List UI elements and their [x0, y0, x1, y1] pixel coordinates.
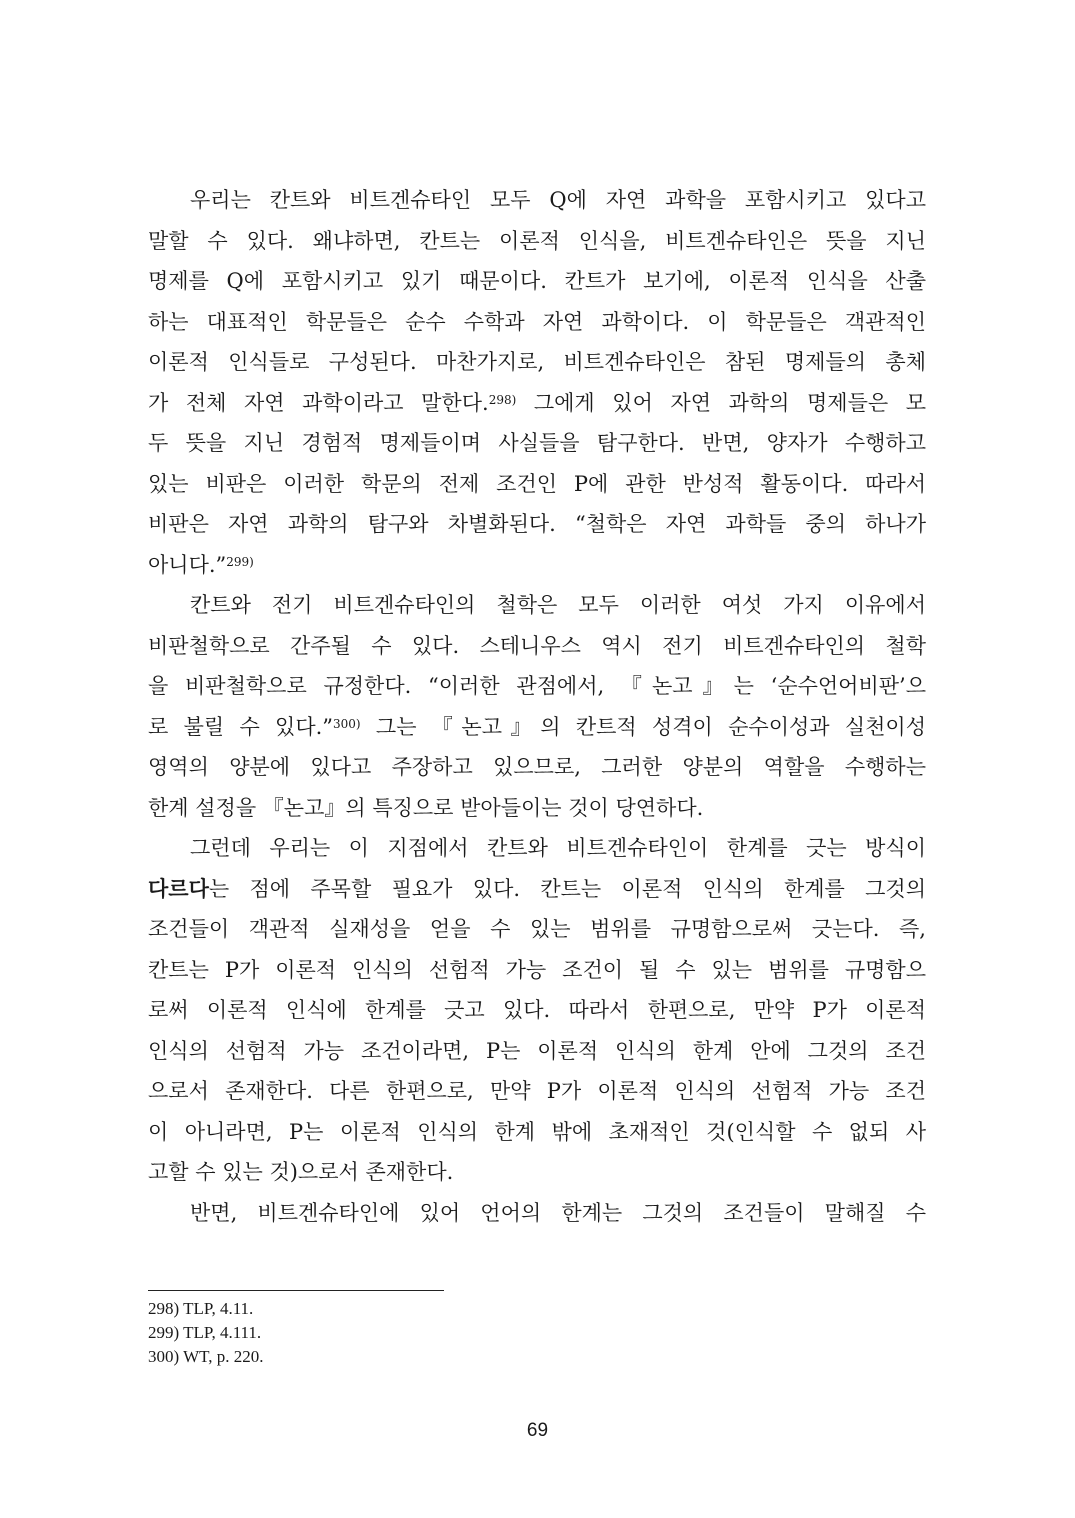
paragraph-1-line-9: 비판은 자연 과학의 탐구와 차별화된다. “철학은 자연 과학들 중의 하나가	[148, 512, 926, 536]
paragraph-2-line-4-text-a: 로 불릴 수 있다.”	[148, 714, 334, 739]
paragraph-3-line-7: 으로서 존재한다. 다른 한편으로, 만약 P가 이론적 인식의 선험적 가능 조건	[148, 1079, 926, 1103]
paragraph-3-line-6: 인식의 선험적 가능 조건이라면, P는 이론적 인식의 한계 안에 그것의 조건	[148, 1038, 926, 1063]
paragraph-3-line-3: 조건들이 객관적 실재성을 얻을 수 있는 범위를 규명함으로써 긋는다. 즉,	[148, 917, 926, 941]
paragraph-1-line-3: 명제를 Q에 포함시키고 있기 때문이다. 칸트가 보기에, 이론적 인식을 산출	[148, 269, 926, 293]
paragraph-3-line-5: 로써 이론적 인식에 한계를 긋고 있다. 따라서 한편으로, 만약 P가 이론적	[148, 998, 926, 1022]
emphasis-bold: 다르다	[148, 875, 209, 901]
footnote-298: 298) TLP, 4.11.	[148, 1299, 254, 1318]
paragraph-1-line-5: 이론적 인식들로 구성된다. 마찬가지로, 비트겐슈타인은 참된 명제들의 총체	[148, 350, 926, 374]
footnote-separator	[148, 1290, 444, 1291]
paragraph-1-line-6-text-b: 그에게 있어 자연 과학의 명제들은 모	[516, 390, 926, 415]
paragraph-3-line-4: 칸트는 P가 이론적 인식의 선험적 가능 조건이 될 수 있는 범위를 규명함으	[148, 957, 926, 982]
paragraph-1-last-text: 아니다.”	[148, 552, 227, 577]
footnote-299: 299) TLP, 4.111.	[148, 1323, 262, 1342]
paragraph-1-line-1: 우리는 칸트와 비트겐슈타인 모두 Q에 자연 과학을 포함시키고 있다고	[190, 188, 926, 212]
paragraph-2-line-4-text-b: 그는 『논고』의 칸트적 성격이 순수이성과 실천이성	[360, 714, 926, 739]
paragraph-2-line-3: 을 비판철학으로 규정한다. “이러한 관점에서, 『논고』는 ‘순수언어비판’으	[148, 674, 926, 698]
paragraph-1-line-6-text-a: 가 전체 자연 과학이라고 말한다.	[148, 390, 489, 415]
paragraph-3-line-2-text: 는 점에 주목할 필요가 있다. 칸트는 이론적 인식의 한계를 그것의	[208, 876, 926, 901]
paragraph-1-line-6	[148, 383, 926, 424]
paragraph-1-line-4: 하는 대표적인 학문들은 순수 수학과 자연 과학이다. 이 학문들은 객관적인	[148, 309, 926, 334]
paragraph-2-line-4	[148, 707, 926, 748]
paragraph-4-line-1: 반면, 비트겐슈타인에 있어 언어의 한계는 그것의 조건들이 말해질 수	[190, 1200, 926, 1225]
paragraph-1-line-2: 말할 수 있다. 왜냐하면, 칸트는 이론적 인식을, 비트겐슈타인은 뜻을 지닌	[148, 228, 926, 253]
paragraph-2-line-6: 한계 설정을 『논고』의 특징으로 받아들이는 것이 당연하다.	[148, 795, 704, 820]
paragraph-3-line-8: 이 아니라면, P는 이론적 인식의 한계 밖에 초재적인 것(인식할 수 없되 사	[148, 1119, 926, 1144]
body-text	[148, 180, 926, 1233]
footnote-ref-299: 299)	[226, 554, 254, 569]
footnote-ref-298: 298)	[488, 392, 517, 407]
paragraph-3-line-9: 고할 수 있는 것)으로서 존재한다.	[148, 1160, 454, 1184]
paragraph-2-line-1: 칸트와 전기 비트겐슈타인의 철학은 모두 이러한 여섯 가지 이유에서	[190, 593, 926, 617]
paragraph-3-line-1: 그런데 우리는 이 지점에서 칸트와 비트겐슈타인이 한계를 긋는 방식이	[190, 836, 926, 860]
footnote-ref-300: 300)	[333, 716, 361, 731]
page-number: 69	[526, 1420, 549, 1441]
paragraph-1-line-7: 두 뜻을 지닌 경험적 명제들이며 사실들을 탐구한다. 반면, 양자가 수행하고	[148, 431, 926, 455]
paragraph-2-line-5: 영역의 양분에 있다고 주장하고 있으므로, 그러한 양분의 역할을 수행하는	[148, 755, 926, 779]
paragraph-1-line-8: 있는 비판은 이러한 학문의 전제 조건인 P에 관한 반성적 활동이다. 따라서	[148, 471, 926, 496]
footnote-300: 300) WT, p. 220.	[148, 1347, 264, 1366]
footnotes	[148, 1297, 848, 1369]
paragraph-3-line-2	[148, 869, 926, 910]
paragraph-2-line-2: 비판철학으로 간주될 수 있다. 스테니우스 역시 전기 비트겐슈타인의 철학	[148, 633, 926, 658]
paragraph-1-line-10	[148, 545, 926, 586]
